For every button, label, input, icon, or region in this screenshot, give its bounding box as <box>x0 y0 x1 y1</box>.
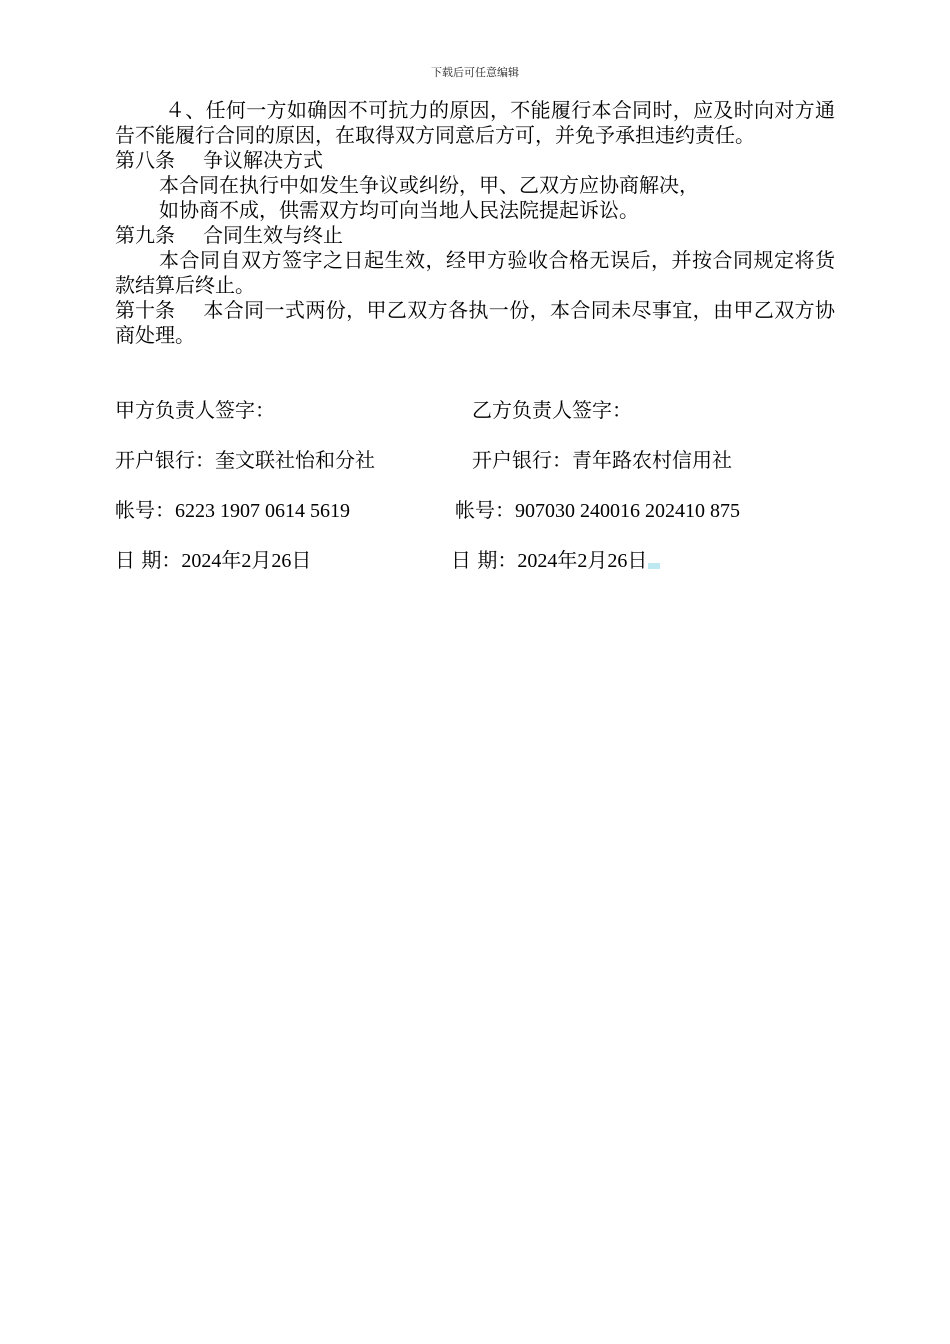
party-b-bank-label: 开户银行： <box>472 448 572 472</box>
article-9-para-1: 本合同自双方签字之日起生效，经甲方验收合格无误后，并按合同规定将货款结算后终止。 <box>115 248 835 297</box>
article-8-para-2: 如协商不成，供需双方均可向当地人民法院提起诉讼。 <box>159 198 639 222</box>
party-b-sign-label: 乙方负责人签字： <box>472 398 632 422</box>
party-a-account-row <box>115 498 350 524</box>
article-10 <box>115 298 835 348</box>
party-a-account-value: 6223 1907 0614 5619 <box>175 500 350 522</box>
party-a-bank-label: 开户银行： <box>115 448 215 472</box>
party-a-bank-row <box>115 448 375 473</box>
article-9-heading <box>115 223 835 248</box>
article-9-title: 合同生效与终止 <box>203 223 343 247</box>
article-8-number: 第八条 <box>115 148 175 172</box>
party-b-date-value: 2024年2月26日 <box>517 550 648 572</box>
article-10-number: 第十条 <box>115 298 175 322</box>
article-8-title: 争议解决方式 <box>203 148 323 172</box>
party-b-account-row <box>455 498 740 524</box>
article-9-number: 第九条 <box>115 223 175 247</box>
party-b-bank-row <box>472 448 732 473</box>
text-cursor-highlight <box>648 563 660 569</box>
party-a-date-label: 日 期： <box>115 548 182 572</box>
article-8-para-1: 本合同在执行中如发生争议或纠纷，甲、乙双方应协商解决， <box>159 173 699 197</box>
contract-body <box>115 98 835 348</box>
party-a-bank-value: 奎文联社怡和分社 <box>215 448 375 472</box>
article-10-text: 本合同一式两份，甲乙双方各执一份，本合同未尽事宜，由甲乙双方协商处理。 <box>115 298 835 347</box>
party-a-date-row <box>115 548 311 574</box>
party-a-account-label: 帐号： <box>115 498 175 522</box>
party-b-date-row <box>451 548 660 574</box>
party-b-account-value: 907030 240016 202410 875 <box>515 500 740 522</box>
party-a-sign-label: 甲方负责人签字： <box>115 398 275 422</box>
party-b-date-label: 日 期： <box>451 548 518 572</box>
article-8-heading <box>115 148 835 173</box>
clause-4: ４、任何一方如确因不可抗力的原因，不能履行本合同时，应及时向对方通告不能履行合同的原因，在取得双方同意后方可，并免予承担违约责任。 <box>115 98 835 147</box>
party-b-account-label: 帐号： <box>455 498 515 522</box>
party-b-bank-value: 青年路农村信用社 <box>572 448 732 472</box>
page-header: 下载后可任意编辑 <box>431 66 519 79</box>
party-a-date-value: 2024年2月26日 <box>181 550 312 572</box>
